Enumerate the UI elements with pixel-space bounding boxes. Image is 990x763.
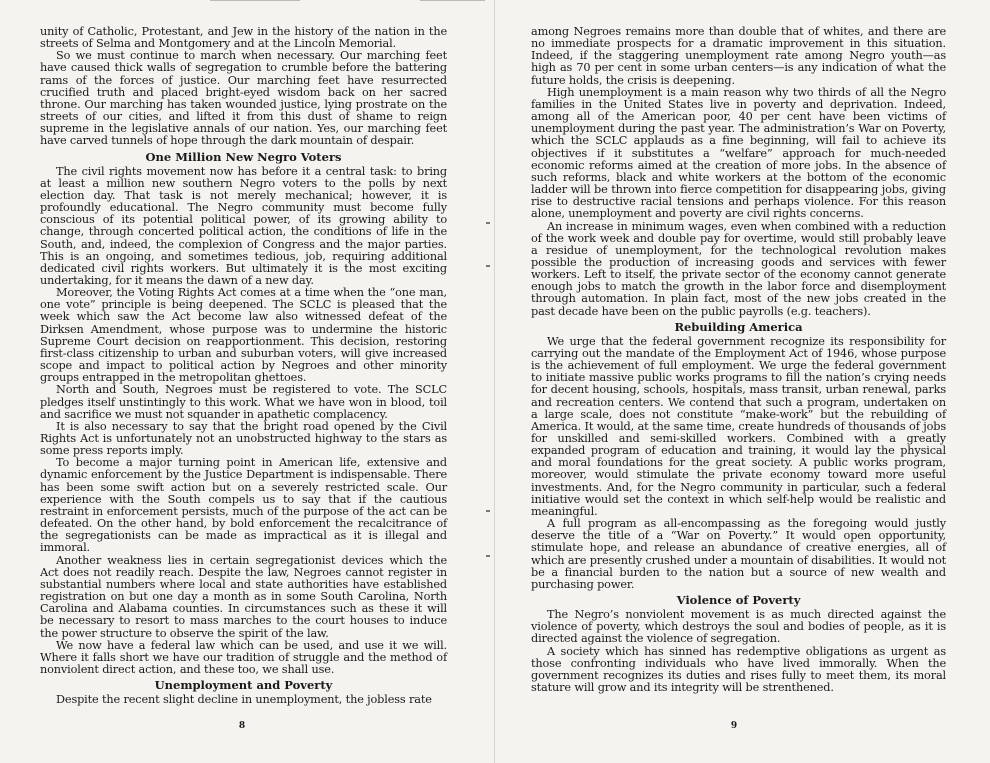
right-page (495, 0, 990, 763)
paragraph: The Negro’s nonviolent movement is as much directed against the violence of poverty, which destroys the soul and bodies of people, as it is directed against the violence of segregation. (531, 608, 946, 646)
paragraph: among Negroes remains more than double that of whites, and there are no immediate prospects for a dramatic improvement in this situation. Indeed, if the staggering unemployment rate among Negro youth—as high as 70 per cent in some urban centers—is any indication of what the future holds, the crisis is deepening. (531, 25, 946, 87)
paragraph: An increase in minimum wages, even when combined with a reduction of the work week and double pay for overtime, would still probably leave a residue of unemployment, for the technological revolution makes possible the production of increasing goods and services with fewer workers. Left to itself, the private sector of the economy cannot generate enough jobs to match the growth in the labor force and disemployment through automation. In plain fact, most of the new jobs created in the past decade have been on the public payrolls (e.g. teachers). (531, 219, 946, 318)
paragraph: The civil rights movement now has before it a central task: to bring at least a million new southern Negro voters to the polls by next election day. That task is not merely mechanical; however, it is profoundly educational. The Negro community must become fully conscious of its potential political power, of its growing ability to change, through concerted political action, the conditions of life in the South, and, indeed, the complexion of Congress and the major parties. This is an ongoing, and sometimes tedious, job, requiring additional dedicated civil rights workers. But ultimately it is the most exciting undertaking, for it means the dawn of a new day. (40, 164, 447, 287)
paragraph: A society which has sinned has redemptive obligations as urgent as those confronting individuals who have lived immorally. When the government recognizes its duties and rises fully to meet them, its moral stature will grow and its integrity will be strenthened. (531, 644, 946, 694)
page-number: 8 (238, 721, 246, 731)
paragraph: unity of Catholic, Protestant, and Jew in the history of the nation in the streets of Selma and Montgomery and at the Lincoln Memorial. (40, 25, 447, 51)
section-heading: Violence of Poverty (676, 593, 801, 608)
paragraph: To become a major turning point in American life, extensive and dynamic enforcement by the Justice Department is indispensable. There has been some swift action but on a severely restricted scale. Our experience with the South compels us to say that if the cautious restraint in enforcement persists, much of the purpose of the act can be defeated. On the other hand, by bold enforcement the recalcitrance of the segregationists can be made as impractical as it is illegal and immoral. (40, 456, 447, 555)
paragraph: It is also necessary to say that the bright road opened by the Civil Rights Act is unfortunately not an unobstructed highway to the stars as some press reports imply. (40, 419, 447, 458)
paragraph: Moreover, the Voting Rights Act comes at a time when the “one man, one vote” principle is being deepened. The SCLC is pleased that the week which saw the Act become law also witnessed defeat of the Dirksen Amendment, whose purpose was to undermine the historic Supreme Court decision on reapportionment. This decision, restoring first-class citizenship to urban and suburban voters, will give increased scope and impact to political action by Negroes and other minority groups entrapped in the metropolitan ghettoes. (40, 286, 447, 385)
paragraph: High unemployment is a main reason why two thirds of all the Negro families in the United States live in poverty and deprivation. Indeed, among all of the American poor, 40 per cent have been victims of unemployment during the past year. The administration’s War on Poverty, which the SCLC applauds as a fine beginning, will fail to achieve its objectives if it substitutes a “welfare” approach for much-needed economic reforms aimed at the creation of more jobs. In the absence of such reforms, black and white workers at the bottom of the economic ladder will be thrown into fierce competition for disappearing jobs, giving rise to destructive racial tensions and perhaps violence. For this reason alone, unemployment and poverty are civil rights concerns. (531, 85, 946, 221)
section-heading: One Million New Negro Voters (145, 149, 342, 164)
paragraph: We now have a federal law which can be used, and use it we will. Where it falls short we have our tradition of struggle and the method of nonviolent direct action, and these too, we shall use. (40, 638, 447, 676)
section-heading: Unemployment and Poverty (154, 678, 333, 693)
section-heading: Rebuilding America (674, 319, 803, 334)
page-number: 9 (730, 721, 738, 731)
paragraph: A full program as all-encompassing as the foregoing would justly deserve the title of a “War on Poverty.” It would open opportunity, stimulate hope, and release an abundance of creative energies, all of which are presently crushed under a mountain of disabilities. It would not be a financial burden to the nation but a source of new wealth and purchasing power. (531, 517, 946, 591)
paragraph: North and South, Negroes must be registered to vote. The SCLC pledges itself unstintingly to this work. What we have won in blood, toil and sacrifice we must not squander in apathetic complacency. (40, 383, 447, 421)
paragraph: Another weakness lies in certain segregationist devices which the Act does not readily reach. Despite the law, Negroes cannot register in substantial numbers where local and state authorities have established registration on but one day a month as in some South Carolina, North Carolina and Alabama counties. In circumstances such as these it will be necessary to resort to mass marches to the court houses to induce the power structure to observe the spirit of the law. (40, 553, 447, 640)
paragraph: We urge that the federal government recognize its responsibility for carrying out the mandate of the Employment Act of 1946, whose purpose is the achievement of full employment. We urge the federal government to initiate massive public works programs to fill the nation’s crying needs for decent housing, schools, hospitals, mass transit, urban renewal, parks and recreation centers. We contend that such a program, undertaken on a large scale, does not constitute “make-work” but the rebuilding of America. It would, at the same time, create hundreds of thousands of jobs for unskilled and semi-skilled workers. Combined with a greatly expanded program of education and training, it would lay the physical and moral foundations for the great society. A public works program, moreover, would stimulate the private economy toward more useful investments. And, for the Negro community in particular, such a federal initiative would set the context in which self-help would be realistic and meaningful. (531, 334, 946, 518)
paragraph: So we must continue to march when necessary. Our marching feet have caused thick walls of segregation to crumble before the battering rams of the forces of justice. Our marching feet have resurrected crucified truth and placed bright-eyed wisdom back on her sacred throne. Our marching has taken wounded justice, lying prostrate on the streets of our cities, and lifted it from this dust of shame to reign supreme in the legislative annals of our nation. Yes, our marching feet have carved tunnels of hope through the dark mountain of despair. (40, 49, 447, 148)
paragraph: Despite the recent slight decline in unemployment, the jobless rate (56, 693, 432, 707)
